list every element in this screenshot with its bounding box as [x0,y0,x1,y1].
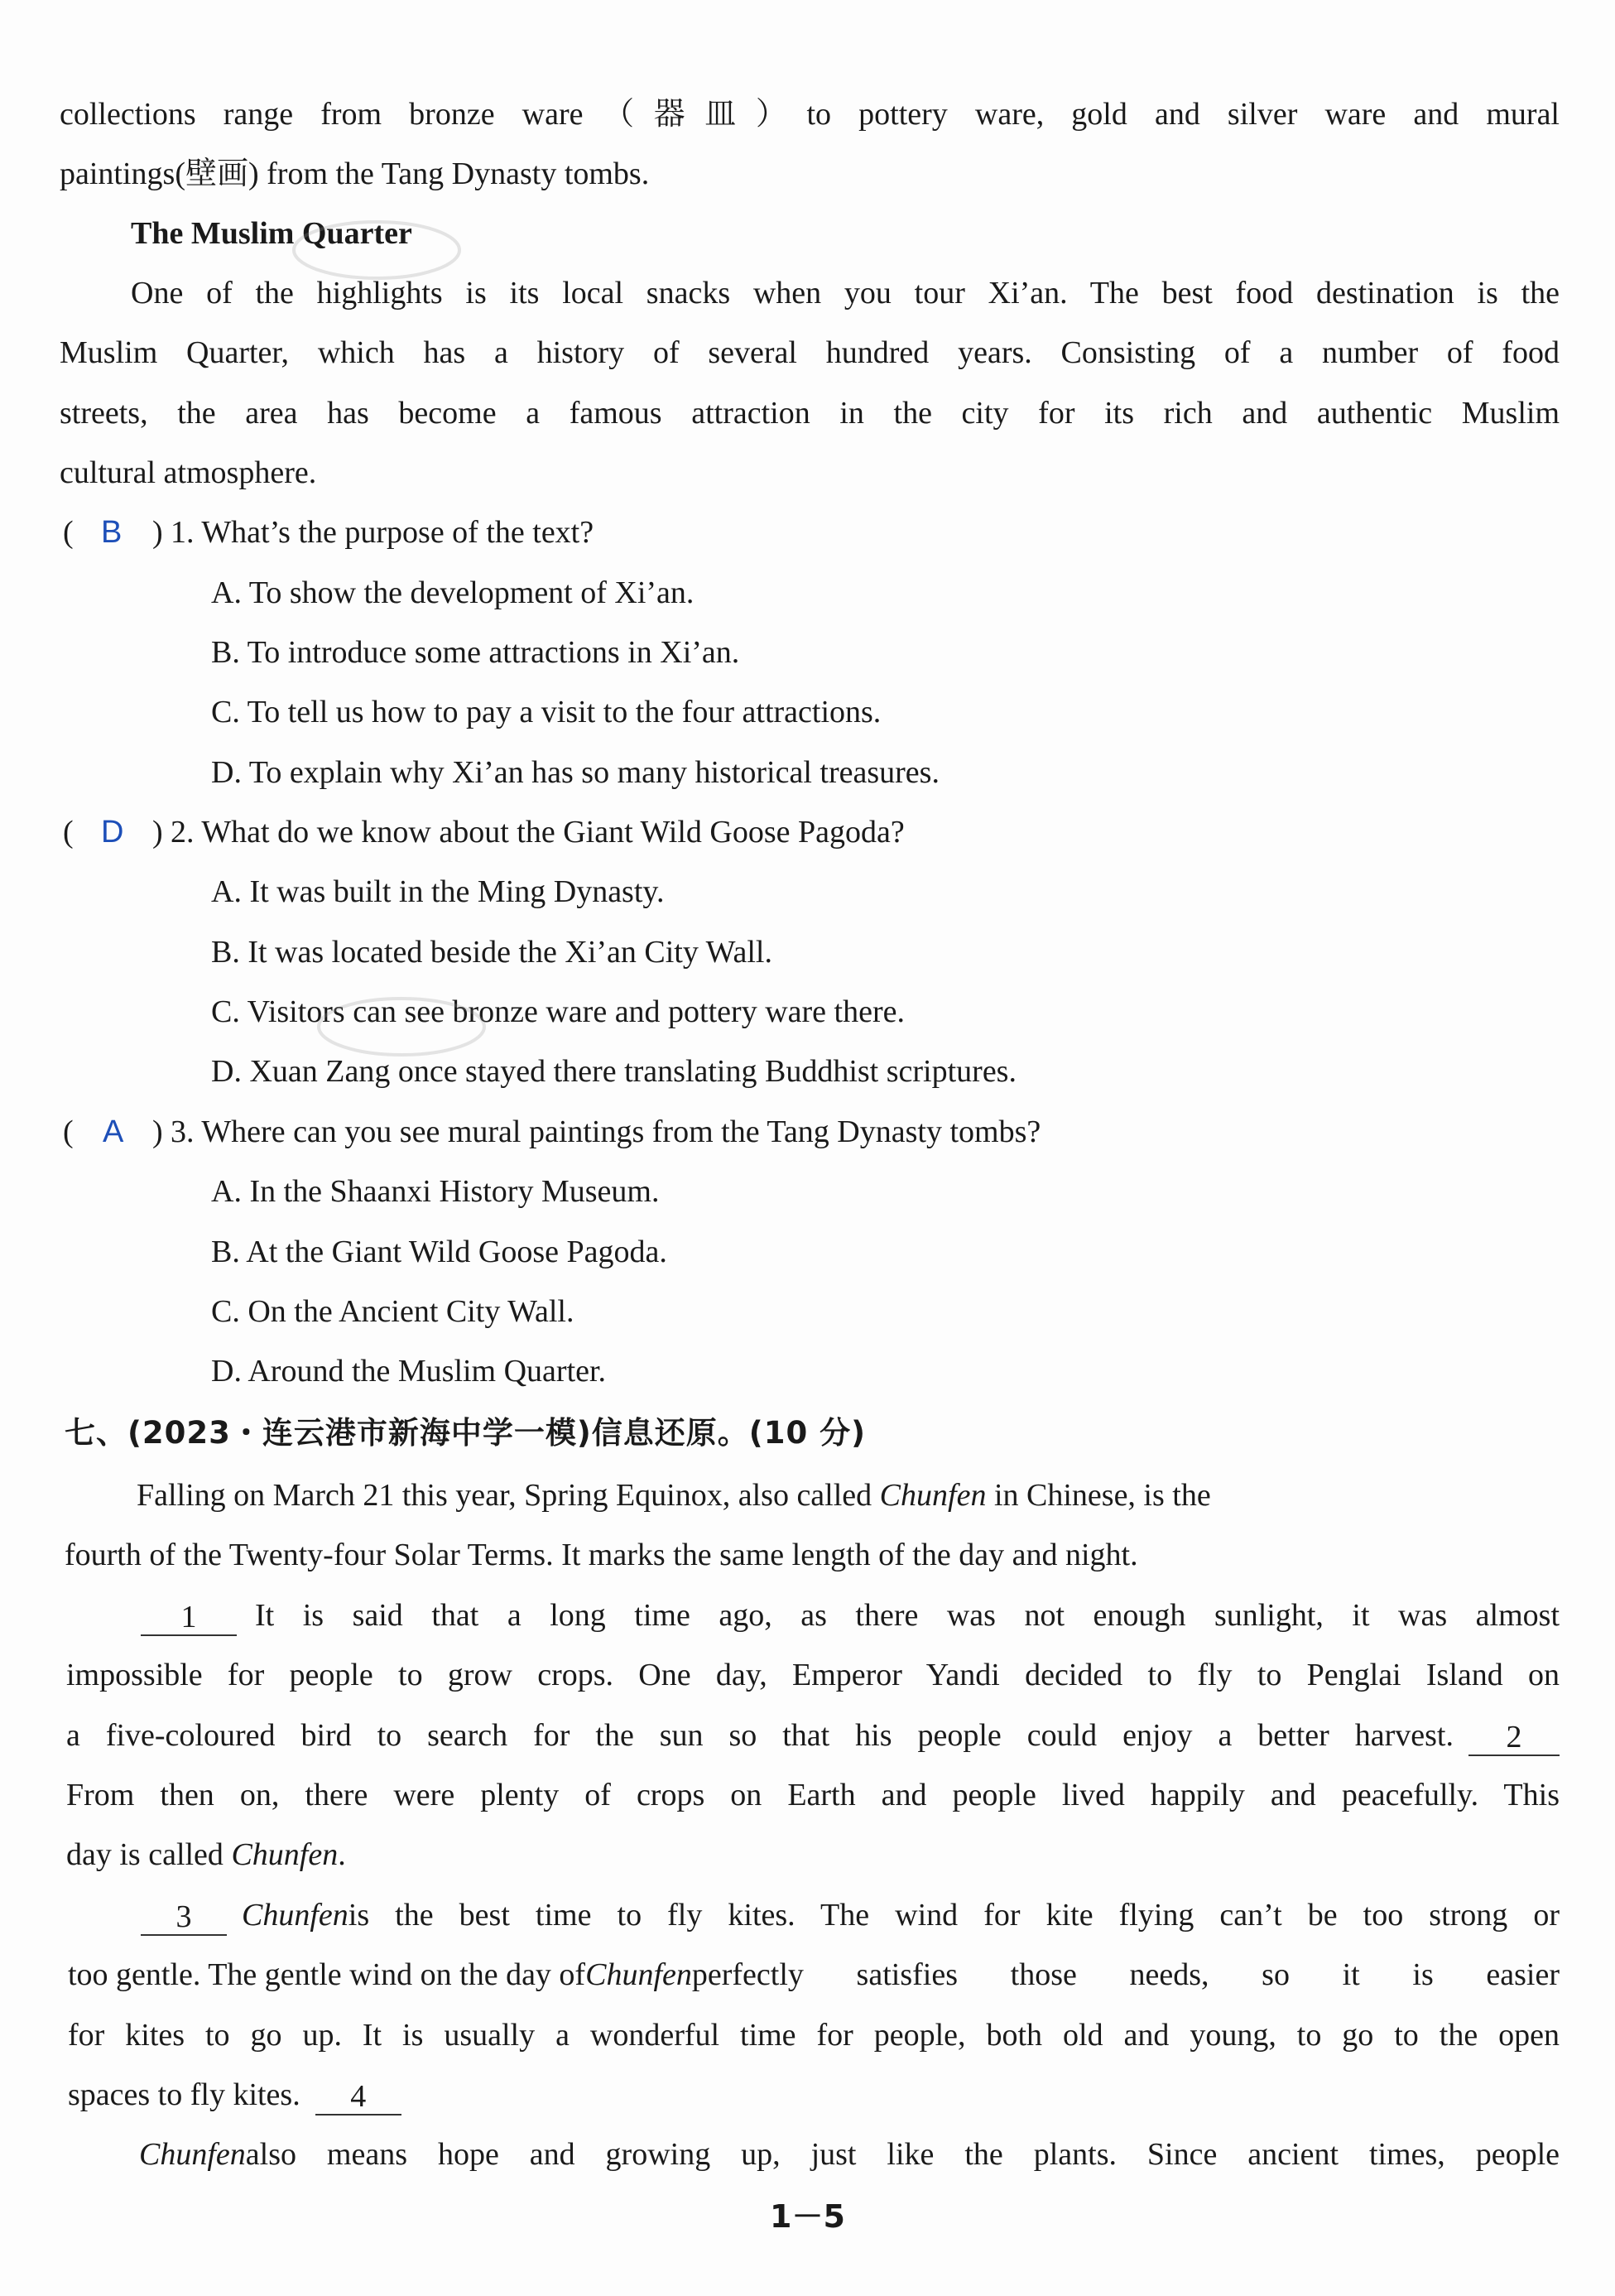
intro-line-1: collections range from bronze ware（器皿）to pottery ware, gold and silver ware and mural [60,97,1560,132]
question-3-answer: A [103,1114,124,1149]
question-3-stem: 3. Where can you see mural paintings from the Tang Dynasty tombs? [171,1114,1041,1149]
p3-line-2-a: too gentle. The gentle wind on the day of [68,1957,586,1992]
p1-text-b: in Chinese, is the [986,1478,1211,1513]
muslim-line-2: Muslim Quarter, which has a history of several hundred years. Consisting of a number of food [60,335,1560,370]
question-2-option-b: B. It was located beside the Xi’an City Wall. [211,935,772,970]
question-3-option-c: C. On the Ancient City Wall. [211,1294,574,1329]
question-1-option-d: D. To explain why Xi’an has so many historical treasures. [211,755,940,790]
blank-2[interactable]: 2 [1468,1720,1560,1756]
page-number: 1－5 [770,2198,845,2235]
blank-3[interactable]: 3 [141,1899,227,1936]
p4-line-1-text: also means hope and growing up, just like the plants. Since ancient times, people [245,2137,1560,2172]
question-3-paren-close: ) [152,1114,163,1149]
section-7-p2-line-5 [66,1834,346,1875]
p2-line-5-a: day is called [66,1837,232,1872]
section-7-p3-line-2 [68,1954,1560,1995]
muslim-quarter-heading: The Muslim Quarter [131,216,412,251]
question-2-stem: 2. What do we know about the Giant Wild Goose Pagoda? [171,815,905,850]
blank-1[interactable]: 1 [141,1600,237,1636]
question-3-option-b: B. At the Giant Wild Goose Pagoda. [211,1235,667,1269]
p2-line-5-b: . [338,1837,346,1872]
p2-line-5-chunfen: Chunfen [231,1837,339,1872]
question-2-paren-open: ( [63,815,74,850]
muslim-line-1: One of the highlights is its local snacks when you tour Xi’an. The best food destination is the [131,276,1560,310]
question-1-option-b: B. To introduce some attractions in Xi’an. [211,635,740,670]
p3-chunfen: Chunfen [242,1898,348,1933]
question-2-paren-close: ) [152,815,163,850]
section-7-p3-line-1 [141,1894,1560,1936]
p3-line-2-chunfen: Chunfen [585,1957,692,1992]
section-7-p3-line-3: for kites to go up. It is usually a wonderful time for people, both old and young, to go to the open [68,2018,1560,2053]
question-1-answer: B [101,515,123,550]
question-1-option-a: A. To show the development of Xi’an. [211,575,695,610]
blank-4[interactable]: 4 [315,2079,401,2115]
p3-line-2-b: perfectly satisfies those needs, so it is easier [691,1957,1560,1992]
question-1-paren-open: ( [63,515,74,550]
p3-line-1-text: is the best time to fly kites. The wind for kite flying can’t be too strong or [348,1898,1560,1933]
p3-line-4-text: spaces to fly kites. [68,2077,300,2112]
section-7-p2-line-3 [66,1715,1560,1756]
section-7-heading: 七、(2023・连云港市新海中学一模)信息还原。(10 分) [65,1415,866,1451]
question-3-option-a: A. In the Shaanxi History Museum. [211,1174,660,1209]
question-2-option-c: C. Visitors can see bronze ware and pottery ware there. [211,994,905,1029]
question-2-option-a: A. It was built in the Ming Dynasty. [211,874,665,909]
p1-text-a: Falling on March 21 this year, Spring Equinox, also called [137,1478,880,1513]
question-1-stem: 1. What’s the purpose of the text? [171,515,594,550]
section-7-p1-line-2: fourth of the Twenty-four Solar Terms. It marks the same length of the day and night. [65,1538,1138,1572]
muslim-line-3: streets, the area has become a famous attraction in the city for its rich and authentic Muslim [60,396,1560,431]
question-2-answer: D [101,815,124,850]
section-7-p2-line-1 [141,1595,1560,1636]
question-3-option-d: D. Around the Muslim Quarter. [211,1354,607,1389]
section-7-p1-line-1 [137,1475,1560,1516]
question-1-option-c: C. To tell us how to pay a visit to the four attractions. [211,695,882,729]
p4-chunfen: Chunfen [139,2137,246,2172]
question-1-paren-close: ) [152,515,163,550]
p2-line-3-text: a five-coloured bird to search for the sun so that his people could enjoy a better harvest. [66,1718,1454,1753]
section-7-p4-line-1 [139,2134,1560,2175]
section-7-p2-line-4: From then on, there were plenty of crops on Earth and people lived happily and peacefully. This [66,1778,1560,1812]
question-3-paren-open: ( [63,1114,74,1149]
p2-line-1-text: It is said that a long time ago, as there was not enough sunlight, it was almost [255,1598,1560,1633]
muslim-line-4: cultural atmosphere. [60,455,317,490]
section-7-p3-line-4 [68,2074,401,2115]
question-2-option-d: D. Xuan Zang once stayed there translating Buddhist scriptures. [211,1054,1017,1089]
section-7-p2-line-2: impossible for people to grow crops. One day, Emperor Yandi decided to fly to Penglai Island on [66,1658,1560,1692]
p1-chunfen: Chunfen [879,1478,987,1513]
intro-line-2: paintings(壁画) from the Tang Dynasty tombs. [60,156,650,191]
